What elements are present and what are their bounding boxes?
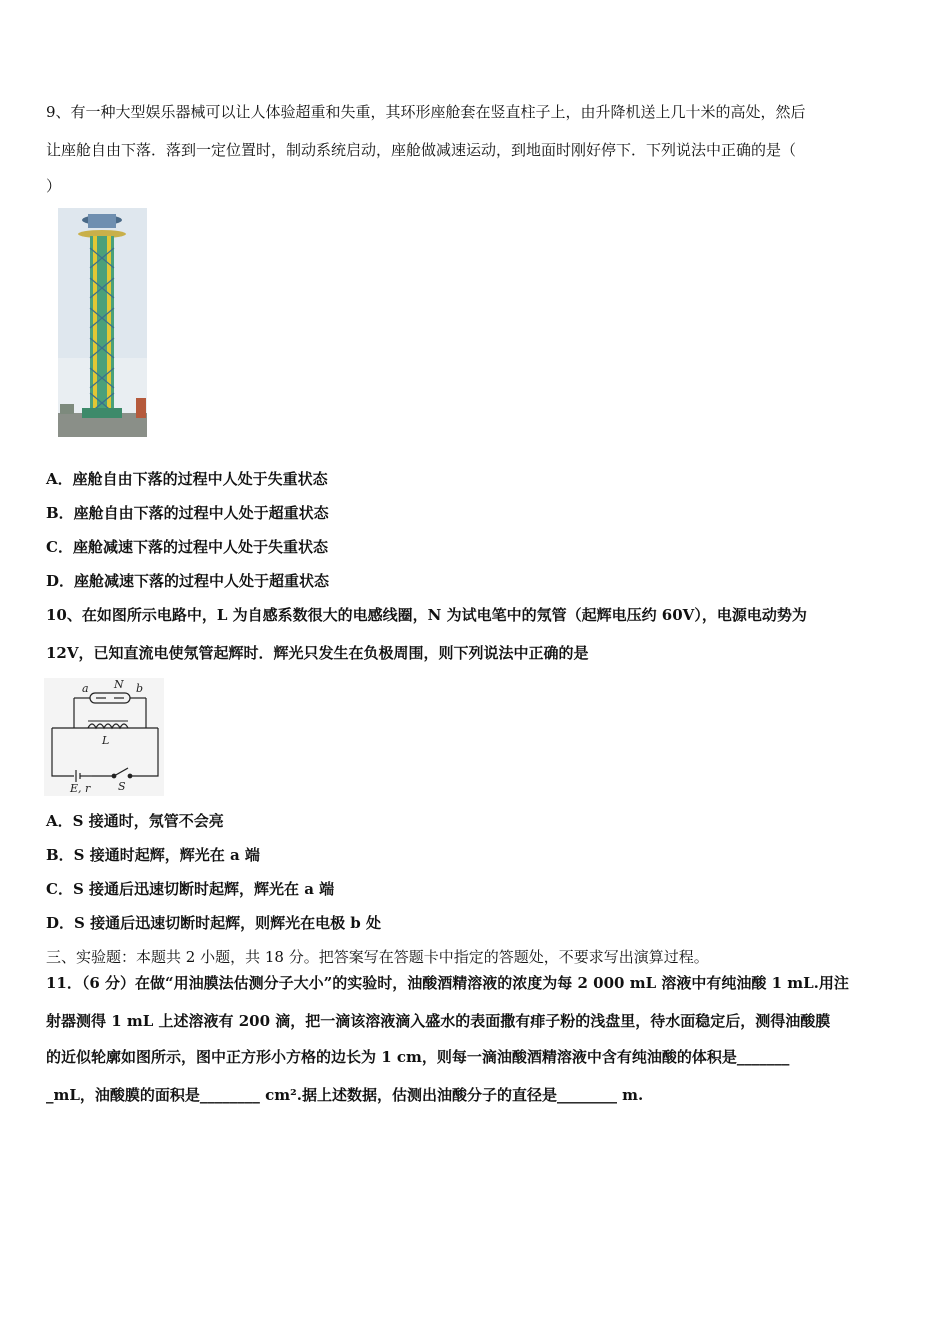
q11-line3: 的近似轮廓如图所示，图中正方形小方格的边长为 1 cm，则每一滴油酸酒精溶液中含有纯油酸的体积是_______ [46,1048,790,1066]
circuit-diagram [44,678,164,796]
q11-line4: _mL，油酸膜的面积是________ cm².据上述数据，估测出油酸分子的直径是________ m. [46,1086,644,1104]
q10-option-a: A．S 接通时，氖管不会亮 [46,812,224,830]
q10-option-b: B．S 接通时起辉，辉光在 a 端 [46,846,260,864]
q10-option-c: C．S 接通后迅速切断时起辉，辉光在 a 端 [46,880,335,898]
label-a: a [82,682,89,695]
q9-stem-line2: 让座舱自由下落．落到一定位置时，制动系统启动，座舱做减速运动，到地面时刚好停下．下列说法中正确的是（ [46,141,797,159]
q9-option-c: C．座舱减速下落的过程中人处于失重状态 [46,538,328,556]
label-s: S [118,780,126,793]
q10-stem-line2: 12V，已知直流电使氖管起辉时．辉光只发生在负极周围，则下列说法中正确的是 [46,644,589,662]
q10-stem-line1: 10、在如图所示电路中，L 为自感系数很大的电感线圈，N 为试电笔中的氖管（起辉电压约 60V），电源电动势为 [46,606,807,624]
q11-line1: 11．（6 分）在做“用油膜法估测分子大小”的实验时，油酸酒精溶液的浓度为每 2 000 mL 溶液中有纯油酸 1 mL.用注 [46,974,849,992]
label-n: N [114,678,124,691]
amusement-tower-photo [58,208,147,437]
q9-stem-line1: 9、有一种大型娱乐器械可以让人体验超重和失重，其环形座舱套在竖直柱子上，由升降机送上几十米的高处，然后 [46,103,806,121]
q9-stem-line3: ） [46,177,62,195]
q9-option-d: D．座舱减速下落的过程中人处于超重状态 [46,572,330,590]
section3-heading: 三、实验题：本题共 2 小题，共 18 分。把答案写在答题卡中指定的答题处，不要求写出演算过程。 [46,948,709,966]
q9-option-a: A．座舱自由下落的过程中人处于失重状态 [46,470,328,488]
label-l: L [102,734,110,747]
q9-option-b: B．座舱自由下落的过程中人处于超重状态 [46,504,329,522]
q11-line2: 射器测得 1 mL 上述溶液有 200 滴，把一滴该溶液滴入盛水的表面撒有痱子粉的浅盘里，待水面稳定后，测得油酸膜 [46,1012,831,1030]
label-b: b [136,682,144,695]
q10-option-d: D．S 接通后迅速切断时起辉，则辉光在电极 b 处 [46,914,381,932]
label-er: E, r [70,782,91,795]
